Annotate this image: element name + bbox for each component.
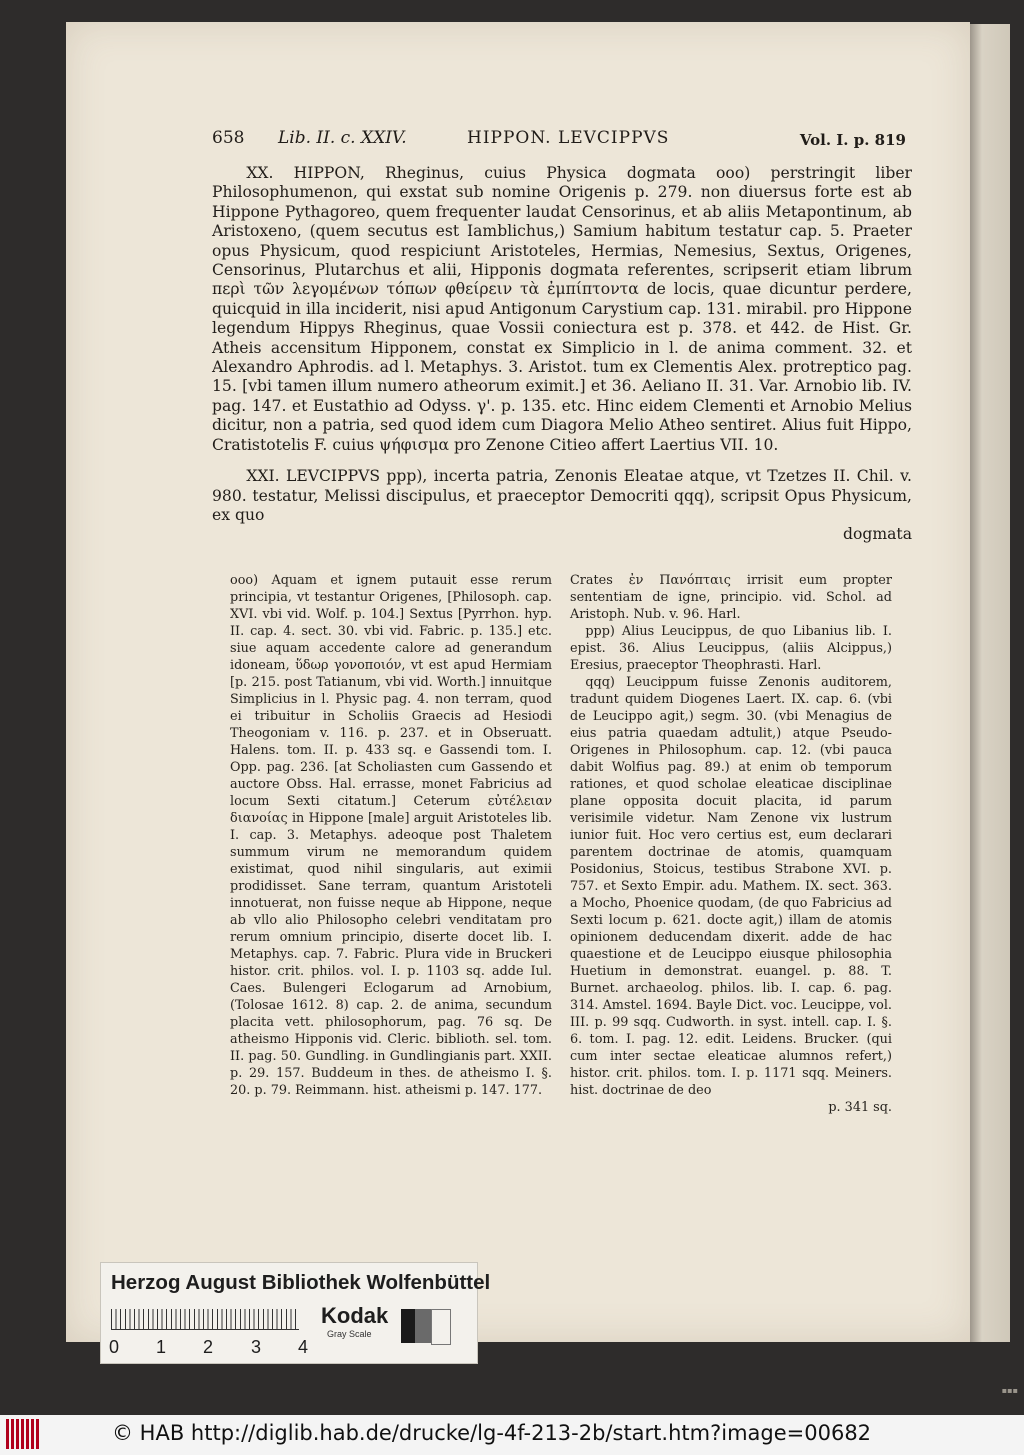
running-title: HIPPON. LEVCIPPVS	[467, 128, 670, 148]
hab-logo-icon	[6, 1419, 40, 1449]
paragraph-leucippus: XXI. LEVCIPPVS ppp), incerta patria, Zenonis Eleatae atque, vt Tzetzes II. Chil. v. 980. testatur, Melissi discipulus, et praeceptor Democriti qqq), scripsit Opus Physicum, ex quo	[212, 467, 912, 524]
next-page-edge	[970, 24, 1010, 1342]
footnote-continuation: Crates ἐν Πανόπταις irrisit eum propter sententiam de igne, principio. vid. Schol. ad Aristoph. Nub. v. 96. Harl.	[570, 573, 892, 622]
footnotes-right-column	[570, 572, 892, 1116]
gray-swatch-mid	[415, 1309, 431, 1343]
main-text	[212, 164, 912, 545]
footnote-catchword: p. 341 sq.	[828, 1100, 892, 1115]
catchword: dogmata	[843, 525, 912, 544]
footnote-ooo: ooo) Aquam et ignem putauit esse rerum principia, vt testantur Origenes, [Philosoph. cap. XVI. vbi vid. Wolf. p. 104.] Sextus [Pyrrhon. hyp. II. cap. 4. sect. 30. vbi vid. Fabric. p. 135.] etc. siue aquam accedente calore ad generandum idoneam, ὕδωρ γονοποιόν, vt est apud Hermiam [p. 215. post Tatianum, vbi vid. Worth.] innuitque Simplicius in l. Physic pag. 4. non terram, quod ei tribuitur in Scholiis Graecis ad Hesiodi Theogoniam v. 116. p. 237. et in Obseruatt. Halens. tom. II. p. 433 sq. e Gassendi tom. I. Opp. pag. 236. [at Scholiasten cum Gassendo et auctore Obss. Hal. errasse, monet Fabricius ad locum Sexti citatum.] Ceterum εὐτέλειαν διανοίας in Hippone [male] arguit Aristoteles lib. I. cap. 3. Metaphys. adeoque post Thaletem summum virum ne memorandum quidem existimat, quod nihil singularis, aut eximii prodidisset. Sane terram, quantum Aristoteli innotuerat, non fuisse neque ab Hippone, neque ab vllo alio Philosopho celebri venditatam pro rerum omnium principio, diserte docet lib. I. Metaphys. cap. 7. Fabric. Plura vide in Bruckeri histor. crit. philos. vol. I. p. 1103 sq. adde Iul. Caes. Bulengeri Eclogarum ad Arnobium, (Tolosae 1612. 8) cap. 2. de anima, secundum placita vett. philosophorum, pag. 76 sq. De atheismo Hipponis vid. Cleric. biblioth. sel. tom. II. pag. 50. Gundling. in Gundlingianis part. XXII. p. 29. 157. Buddeum in thes. de atheismo I. §. 20. p. 79. Reimmann. hist. atheismi p. 147. 177.	[230, 573, 552, 1098]
volume-ref: Vol. I. p. 819	[799, 131, 906, 149]
paragraph-hippon: XX. HIPPON, Rheginus, cuius Physica dogmata ooo) perstringit liber Philosophumenon, qui exstat sub nomine Origenis p. 279. non diuersus forte est ab Hippone Pythagoreo, quem frequenter laudat Censorinus, et ab aliis Metapontinum, ab Aristoxeno, (quem secutus est Iamblichus,) Samium habitum testatur cap. 5. Praeter opus Physicum, quod respiciunt Aristoteles, Hermias, Nemesius, Sextus, Origenes, Censorinus, Plutarchus et alii, Hipponis dogmata referentes, scripserit etiam librum περὶ τῶν λεγομένων τόπων φθείρειν τὰ ἐμπίπτοντα de locis, quae dicuntur perdere, quicquid in illa inciderit, nisi apud Antigonum Carystium cap. 131. mirabil. pro Hippone legendum Hippys Rheginus, quae Vossii coniectura est p. 378. et 442. de Hist. Gr. Atheis accensitum Hipponem, constat ex Simplicio in l. de anima comment. 32. et Alexandro Aphrodis. ad l. Metaphys. 3. Aristot. tum ex Clementis Alex. protreptico pag. 15. [vbi tamen illum numero atheorum eximit.] et 36. Aeliano II. 31. Var. Arnobio lib. IV. pag. 147. et Eustathio ad Odyss. γ'. p. 135. etc. Hinc eidem Clementi et Arnobio Melius dicitur, non a patria, sed quod idem cum Diagora Melio Atheo sentiret. Alius fuit Hippo, Cratistotelis F. cuius ψήφισμα pro Zenone Citieo affert Laertius VII. 10.	[212, 164, 912, 454]
ruler-number: 4	[298, 1337, 309, 1357]
footer-bar	[0, 1415, 1024, 1455]
gray-swatch-white	[431, 1309, 451, 1345]
ruler-scale	[111, 1309, 299, 1330]
corner-mark: ▪▪▪	[1001, 1386, 1018, 1395]
kodak-logo: Kodak	[321, 1303, 389, 1328]
copyright-url[interactable]: © HAB http://diglib.hab.de/drucke/lg-4f-213-2b/start.htm?image=00682	[112, 1421, 872, 1445]
running-head	[212, 128, 912, 158]
section-ref: Lib. II. c. XXIV.	[278, 128, 407, 148]
footnote-ppp: ppp) Alius Leucippus, de quo Libanius lib. I. epist. 36. Alius Leucippus, (aliis Alcippus,) Eresius, praeceptor Theophrasti. Harl.	[570, 624, 892, 673]
gray-scale-label: Gray Scale	[327, 1329, 372, 1339]
ruler-number: 2	[203, 1337, 214, 1357]
gray-swatch-black	[401, 1309, 415, 1343]
footnote-qqq: qqq) Leucippum fuisse Zenonis auditorem, tradunt quidem Diogenes Laert. IX. cap. 6. (vbi de Leucippo agit,) segm. 30. (vbi Menagius de eius patria quaedam adtulit,) atque Pseudo-Origenes in Philosophum. cap. 12. (vbi pauca dabit Wolfius pag. 89.) at enim ob temporum rationes, et quod scholae eleaticae disciplinae plane opposita docuit placita, id parum verisimile videtur. Nam Zenone vix lustrum iunior fuit. Hoc vero certius est, eum declarari parentem doctrinae de atomis, quamquam Posidonius, Stoicus, testibus Strabone XVI. p. 757. et Sexto Empir. adu. Mathem. IX. sect. 363. a Mocho, Phoenice quodam, (de quo Fabricius ad Sexti locum p. 621. docte agit,) illam de atomis opinionem deducendam dixerit. adde de hac quaestione et de Leucippo eiusque philosophia Huetium in demonstrat. euangel. p. 88. T. Burnet. archaeolog. philos. lib. I. cap. 6. pag. 314. Amstel. 1694. Bayle Dict. voc. Leucippe, vol. III. p. 99 sqq. Cudworth. in syst. intell. cap. I. §. 6. tom. I. pag. 12. edit. Leidens. Brucker. (qui cum inter sectae eleaticae alumnos refert,) histor. crit. philos. tom. I. p. 1171 sqq. Meiners. hist. doctrinae de deo	[570, 675, 892, 1098]
ruler-number: 1	[156, 1337, 167, 1357]
page-number: 658	[212, 128, 245, 148]
color-calibration-card	[100, 1262, 491, 1364]
library-name: Herzog August Bibliothek Wolfenbüttel	[111, 1271, 491, 1294]
footnotes-left-column	[230, 572, 552, 1099]
ruler-number: 0	[109, 1337, 120, 1357]
ruler-number: 3	[251, 1337, 262, 1357]
